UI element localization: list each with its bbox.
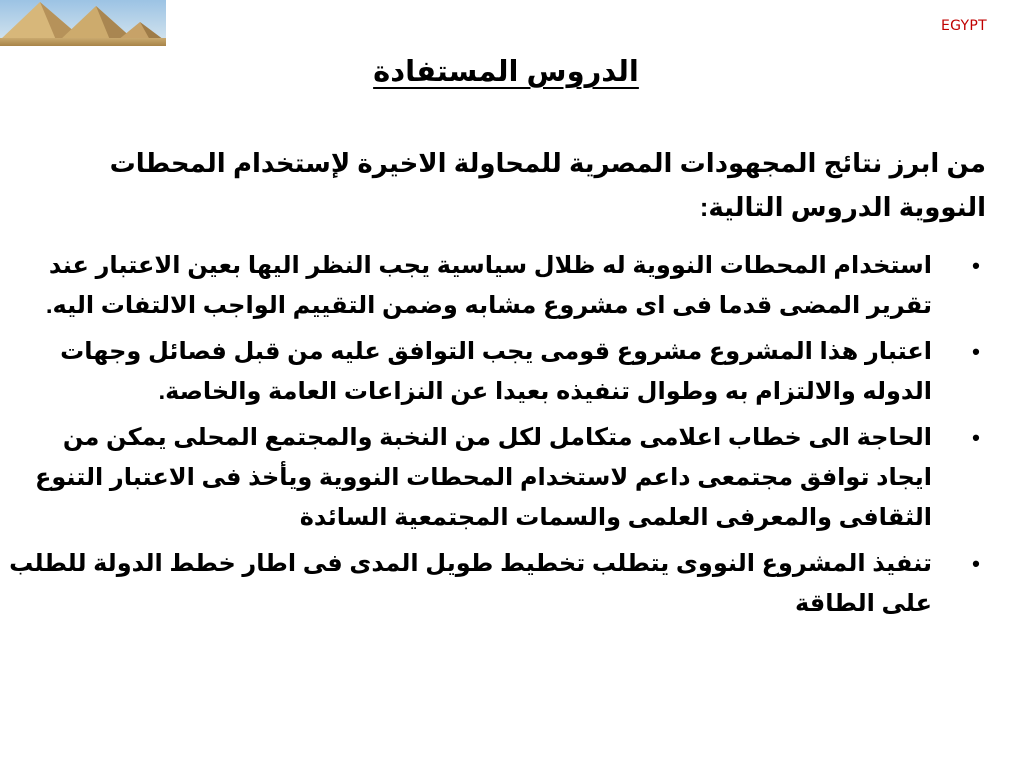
bullet-icon: • [972, 551, 980, 576]
brand-label: EGYPT [940, 18, 987, 34]
list-item [6, 332, 986, 412]
bullet-icon: • [972, 425, 980, 450]
bullet-text: الحاجة الى خطاب اعلامى متكامل لكل من النخبة والمجتمع المحلى يمكن من ايجاد توافق مجتمعى داعم لاستخدام المحطات النووية ويأخذ فى الاعتبار التنوع الثقافى والمعرفى العلمى والسمات المجتمعية السائدة [34, 424, 932, 531]
bullet-text: استخدام المحطات النووية له ظلال سياسية يجب النظر اليها بعين الاعتبار عند تقرير المضى قدما فى اى مشروع مشابه وضمن التقييم الواجب الالتفات اليه. [45, 252, 932, 319]
list-item [6, 544, 986, 624]
slide-title-text: الدروس المستفادة [373, 56, 639, 88]
slide-title [0, 54, 1012, 89]
bullet-icon: • [972, 339, 980, 364]
bullet-icon: • [972, 253, 980, 278]
bullet-list [6, 246, 986, 630]
bullet-text: اعتبار هذا المشروع مشروع قومى يجب التوافق عليه من قبل فصائل وجهات الدوله والالتزام به وطوال تنفيذه بعيدا عن النزاعات العامة والخاصة. [60, 338, 932, 405]
list-item [6, 418, 986, 538]
intro-paragraph: من ابرز نتائج المجهودات المصرية للمحاولة الاخيرة لإستخدام المحطات النووية الدروس التالية: [109, 148, 986, 222]
list-item [6, 246, 986, 326]
pyramids-photo [0, 0, 166, 46]
bullet-text: تنفيذ المشروع النووى يتطلب تخطيط طويل المدى فى اطار خطط الدولة للطلب على الطاقة [9, 550, 932, 617]
